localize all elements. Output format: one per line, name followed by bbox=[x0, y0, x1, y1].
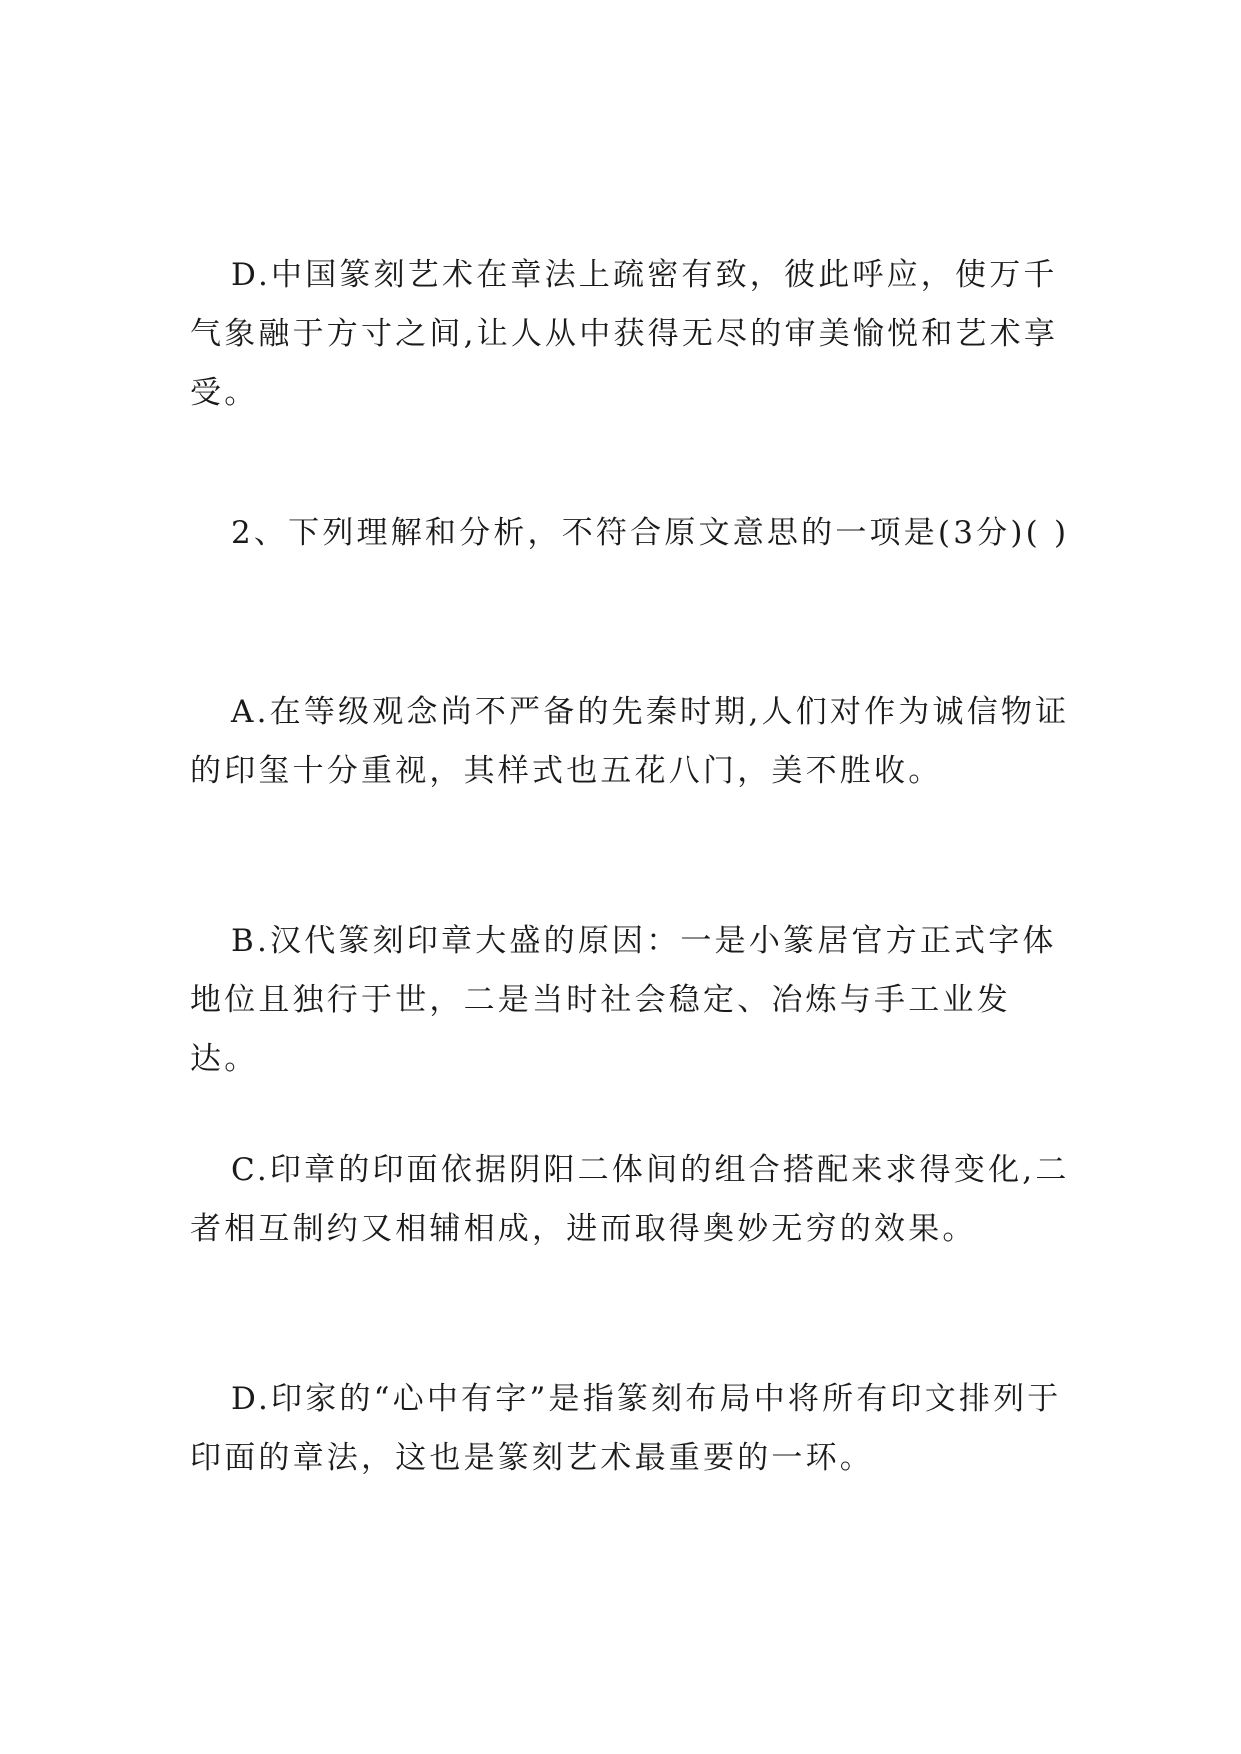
option-c: C.印章的印面依据阴阳二体间的组合搭配来求得变化,二者相互制约又相辅相成，进而取得奥妙无穷的效果。 bbox=[190, 1152, 1070, 1247]
option-b: B.汉代篆刻印章大盛的原因：一是小篆居官方正式字体地位且独行于世，二是当时社会稳定、冶炼与手工业发达。 bbox=[190, 923, 1057, 1077]
option-d: D.印家的“心中有字”是指篆刻布局中将所有印文排列于印面的章法，这也是篆刻艺术最重要的一环。 bbox=[190, 1381, 1062, 1476]
option-d-previous-question: D.中国篆刻艺术在章法上疏密有致，彼此呼应，使万千气象融于方寸之间,让人从中获得无尽的审美愉悦和艺术享受。 bbox=[190, 257, 1059, 411]
option-a: A.在等级观念尚不严备的先秦时期,人们对作为诚信物证的印玺十分重视，其样式也五花八门，美不胜收。 bbox=[190, 694, 1070, 789]
question-2-prompt: 2、下列理解和分析，不符合原文意思的一项是(3分)( ) bbox=[231, 515, 1070, 551]
